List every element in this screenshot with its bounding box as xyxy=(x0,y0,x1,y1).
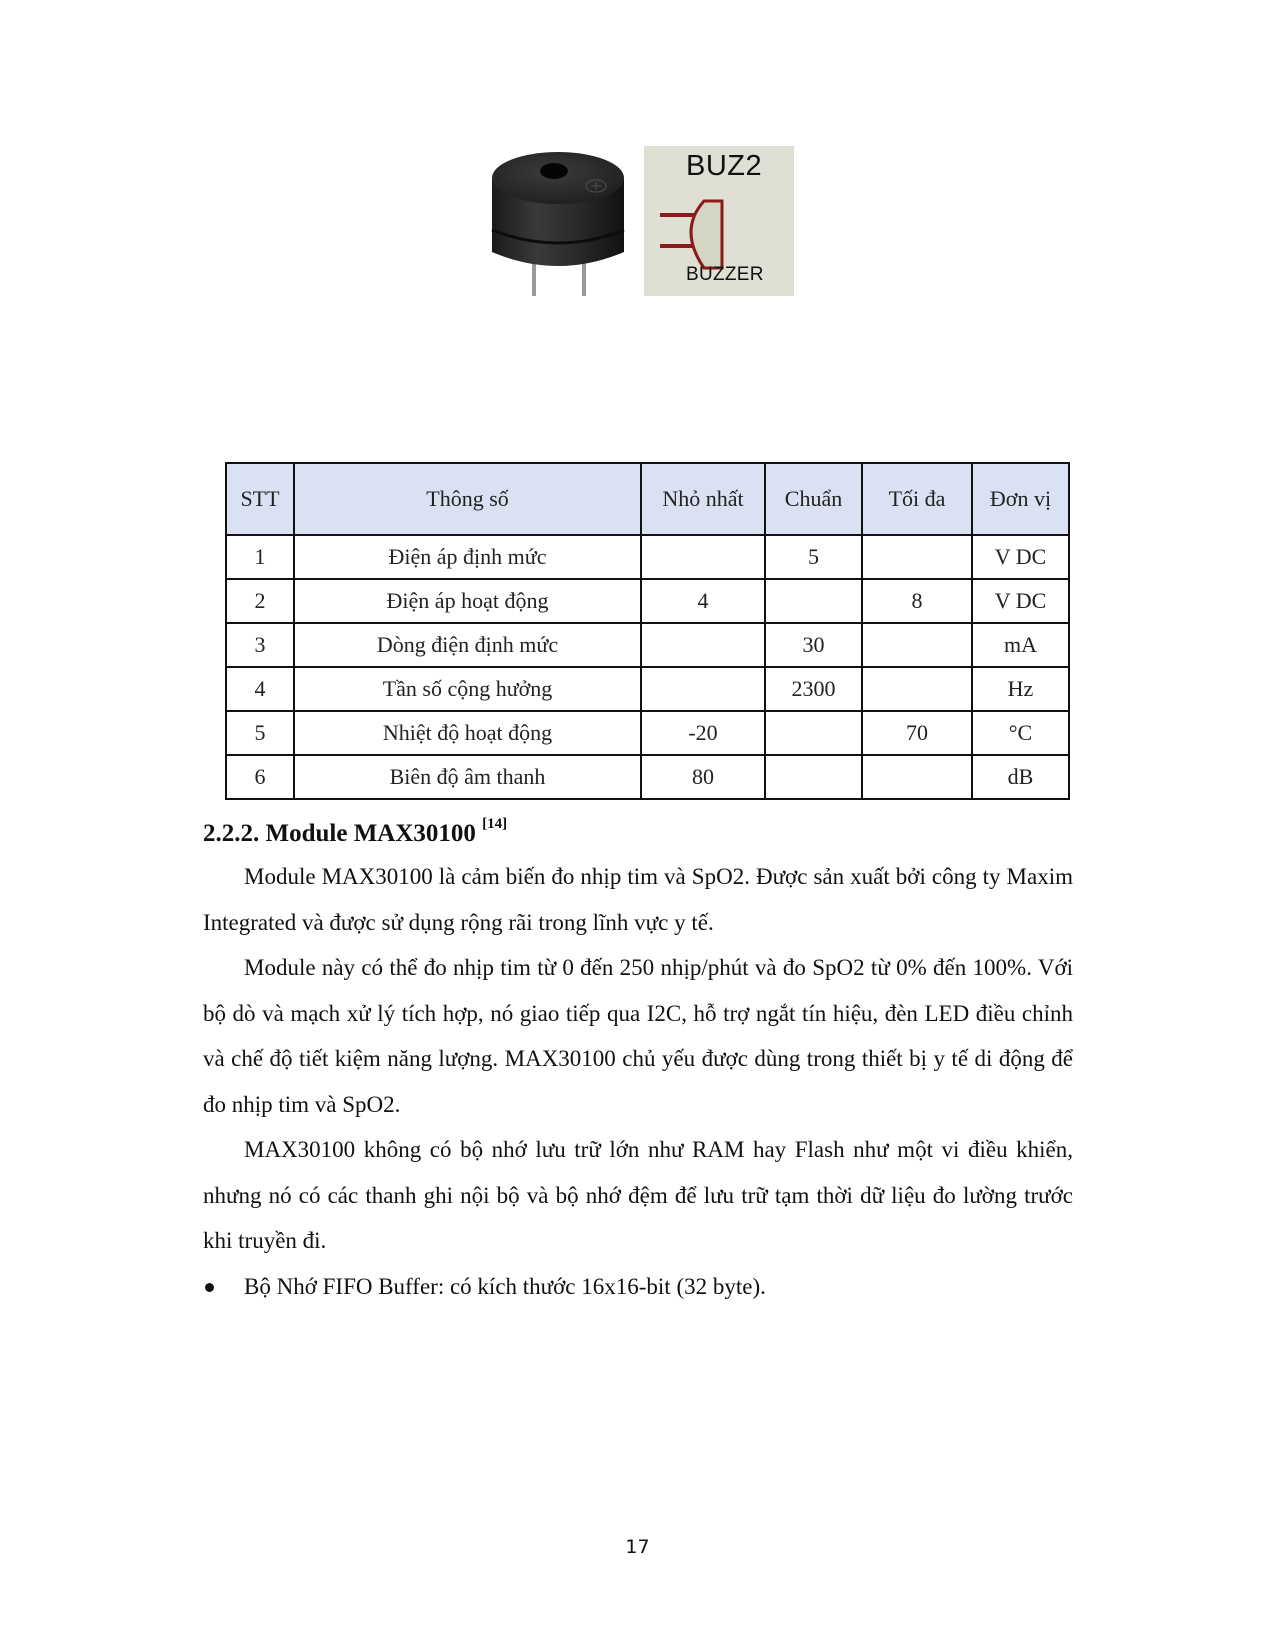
cell-min xyxy=(641,535,765,579)
buzzer-photo-image xyxy=(478,140,638,300)
cell-unit: mA xyxy=(972,623,1069,667)
table-row xyxy=(226,623,1069,667)
cell-max: 70 xyxy=(862,711,972,755)
cell-min xyxy=(641,667,765,711)
cell-typical: 30 xyxy=(765,623,862,667)
bullet-dot-icon xyxy=(205,1283,214,1292)
cell-parameter: Tần số cộng hưởng xyxy=(294,667,641,711)
cell-stt: 1 xyxy=(226,535,294,579)
column-header-max: Tối đa xyxy=(862,463,972,535)
cell-stt: 5 xyxy=(226,711,294,755)
paragraph: MAX30100 không có bộ nhớ lưu trữ lớn như RAM hay Flash như một vi điều khiển, nhưng nó có các thanh ghi nội bộ và bộ nhớ đệm để lưu trữ tạm thời dữ liệu đo lường trước khi truyền đi. xyxy=(203,1137,1073,1253)
section-body xyxy=(203,854,1073,1309)
cell-typical: 2300 xyxy=(765,667,862,711)
paragraph: Module này có thể đo nhịp tim từ 0 đến 250 nhịp/phút và đo SpO2 từ 0% đến 100%. Với bộ dò và mạch xử lý tích hợp, nó giao tiếp qua I2C, hỗ trợ ngắt tín hiệu, đèn LED điều chỉnh và chế độ tiết kiệm năng lượng. MAX30100 chủ yếu được dùng trong thiết bị y tế di động để đo nhịp tim và SpO2. xyxy=(203,955,1073,1117)
table-row xyxy=(226,711,1069,755)
cell-typical xyxy=(765,579,862,623)
cell-min: 80 xyxy=(641,755,765,799)
citation-reference: [14] xyxy=(482,816,508,832)
cell-unit: Hz xyxy=(972,667,1069,711)
cell-min: 4 xyxy=(641,579,765,623)
cell-unit: dB xyxy=(972,755,1069,799)
cell-min xyxy=(641,623,765,667)
cell-min: -20 xyxy=(641,711,765,755)
column-header-unit: Đơn vị xyxy=(972,463,1069,535)
table-header-row xyxy=(226,463,1069,535)
column-header-typical: Chuẩn xyxy=(765,463,862,535)
table-row xyxy=(226,535,1069,579)
cell-max: 8 xyxy=(862,579,972,623)
table-row xyxy=(226,755,1069,799)
bullet-item-text: Bộ Nhớ FIFO Buffer: có kích thước 16x16-bit (32 byte). xyxy=(244,1273,766,1299)
table-row xyxy=(226,667,1069,711)
cell-max xyxy=(862,535,972,579)
paragraph: Module MAX30100 là cảm biến đo nhịp tim và SpO2. Được sản xuất bởi công ty Maxim Integrated và được sử dụng rộng rãi trong lĩnh vực y tế. xyxy=(203,864,1073,935)
cell-typical xyxy=(765,755,862,799)
column-header-stt: STT xyxy=(226,463,294,535)
cell-unit: °C xyxy=(972,711,1069,755)
cell-typical xyxy=(765,711,862,755)
buzzer-component-icon xyxy=(478,140,638,300)
symbol-reference-label: BUZ2 xyxy=(686,150,763,182)
cell-max xyxy=(862,667,972,711)
buzzer-spec-table xyxy=(225,462,1070,800)
column-header-min: Nhỏ nhất xyxy=(641,463,765,535)
cell-parameter: Dòng điện định mức xyxy=(294,623,641,667)
page-number: 17 xyxy=(625,1536,650,1558)
section-heading-text: 2.2.2. Module MAX30100 xyxy=(203,820,476,847)
cell-stt: 4 xyxy=(226,667,294,711)
cell-parameter: Nhiệt độ hoạt động xyxy=(294,711,641,755)
cell-stt: 2 xyxy=(226,579,294,623)
cell-parameter: Điện áp hoạt động xyxy=(294,579,641,623)
cell-parameter: Biên độ âm thanh xyxy=(294,755,641,799)
cell-typical: 5 xyxy=(765,535,862,579)
cell-stt: 6 xyxy=(226,755,294,799)
column-header-parameter: Thông số xyxy=(294,463,641,535)
symbol-name-label: BUZZER xyxy=(686,264,764,285)
buzzer-figure xyxy=(478,140,818,300)
cell-max xyxy=(862,623,972,667)
buzzer-schematic-symbol xyxy=(644,146,794,296)
cell-parameter: Điện áp định mức xyxy=(294,535,641,579)
section-heading xyxy=(203,816,508,848)
cell-stt: 3 xyxy=(226,623,294,667)
bullet-item xyxy=(203,1264,1073,1310)
bullet-list xyxy=(203,1264,1073,1310)
cell-max xyxy=(862,755,972,799)
cell-unit: V DC xyxy=(972,579,1069,623)
table-row xyxy=(226,579,1069,623)
cell-unit: V DC xyxy=(972,535,1069,579)
